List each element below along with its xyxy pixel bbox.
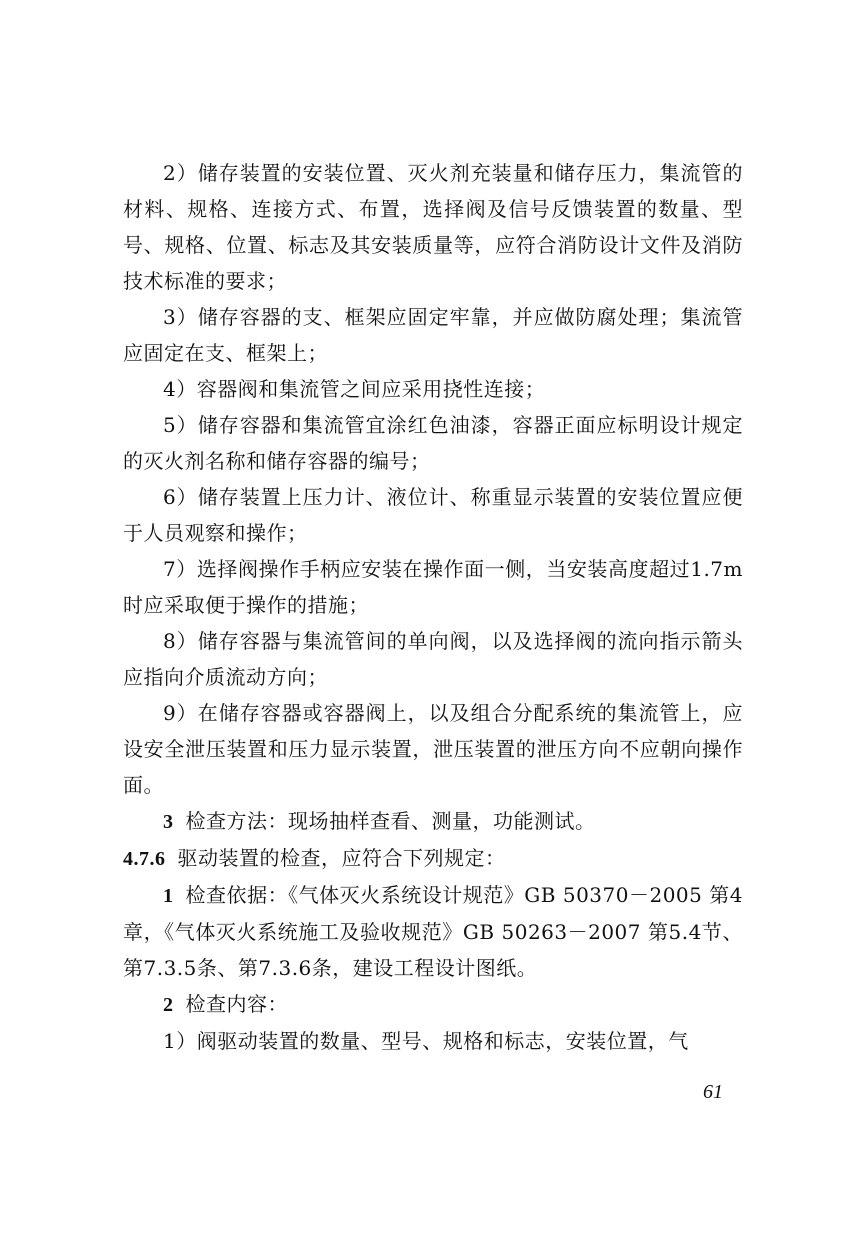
paragraph-text: 8）储存容器与集流管间的单向阀，以及选择阀的流向指示箭头应指向介质流动方向； [123, 629, 743, 689]
section-number: 1 [163, 885, 174, 907]
check-basis-paragraph [123, 877, 743, 986]
paragraph-text: 3）储存容器的支、框架应固定牢靠，并应做防腐处理；集流管应固定在支、框架上； [123, 305, 743, 365]
section-title: 驱动装置的检查，应符合下列规定： [177, 846, 506, 870]
paragraph-item-9 [123, 695, 743, 803]
paragraph-item-7 [123, 551, 743, 623]
paragraph-item-5 [123, 407, 743, 479]
paragraph-text: 9）在储存容器或容器阀上，以及组合分配系统的集流管上，应设安全泄压装置和压力显示装置，泄压装置的泄压方向不应朝向操作面。 [123, 701, 743, 797]
paragraph-text: 检查依据：《气体灭火系统设计规范》GB 50370－2005 第4章，《气体灭火系统施工及验收规范》GB 50263－2007 第5.4节、第7.3.5条、第7.3.6条，建设工程设计图纸。 [123, 883, 743, 980]
section-number: 2 [163, 994, 174, 1016]
paragraph-item-8 [123, 623, 743, 695]
paragraph-text: 1）阀驱动装置的数量、型号、规格和标志，安装位置，气 [163, 1029, 689, 1053]
document-page [123, 155, 743, 1059]
paragraph-item-6 [123, 479, 743, 551]
paragraph-text: 6）储存装置上压力计、液位计、称重显示装置的安装位置应便于人员观察和操作； [123, 485, 743, 545]
section-heading-4-7-6 [123, 840, 743, 877]
section-number: 3 [163, 811, 174, 833]
check-method-paragraph [123, 803, 743, 840]
paragraph-item-1 [123, 1023, 743, 1059]
paragraph-item-2 [123, 155, 743, 299]
paragraph-item-3 [123, 299, 743, 371]
paragraph-text: 检查内容： [185, 992, 288, 1016]
paragraph-item-4 [123, 371, 743, 407]
paragraph-text: 7）选择阀操作手柄应安装在操作面一侧，当安装高度超过1.7m时应采取便于操作的措施； [123, 557, 743, 617]
page-number: 61 [703, 1081, 723, 1103]
section-number: 4.7.6 [123, 848, 166, 870]
paragraph-text: 检查方法：现场抽样查看、测量，功能测试。 [185, 809, 596, 833]
check-content-paragraph [123, 986, 743, 1023]
paragraph-text: 5）储存容器和集流管宜涂红色油漆，容器正面应标明设计规定的灭火剂名称和储存容器的编号； [123, 413, 743, 473]
paragraph-text: 4）容器阀和集流管之间应采用挠性连接； [163, 377, 546, 401]
paragraph-text: 2）储存装置的安装位置、灭火剂充装量和储存压力，集流管的材料、规格、连接方式、布置，选择阀及信号反馈装置的数量、型号、规格、位置、标志及其安装质量等，应符合消防设计文件及消防技术标准的要求； [123, 161, 743, 293]
